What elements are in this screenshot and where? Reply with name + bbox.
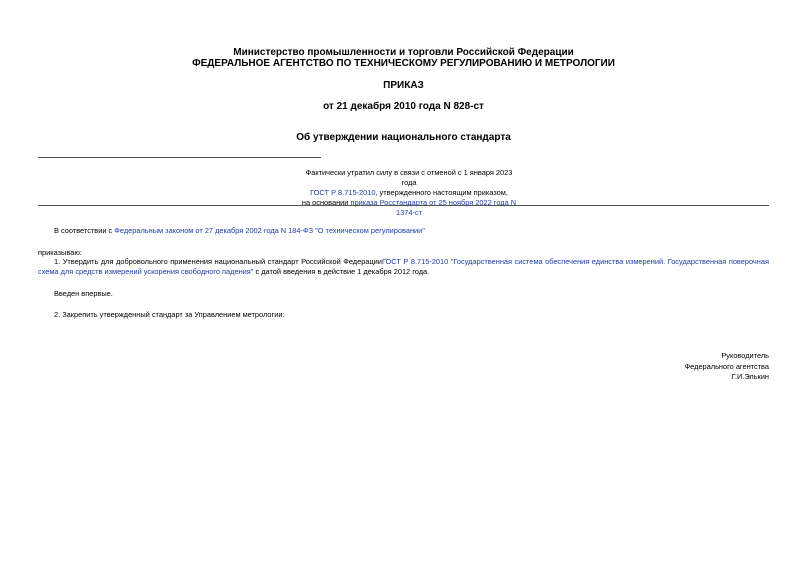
item-2-paragraph: 2. Закрепить утвержденный стандарт за Управлением метрологии. [54,310,285,319]
document-subject: Об утверждении национального стандарта [296,132,511,143]
agency-name: ФЕДЕРАЛЬНОЕ АГЕНТСТВО ПО ТЕХНИЧЕСКОМУ РЕГУЛИРОВАНИЮ И МЕТРОЛОГИИ [192,58,615,69]
ministry-name: Министерство промышленности и торговли Российской Федерации [233,47,574,58]
document-date-number: от 21 декабря 2010 года N 828-ст [323,101,484,112]
notice-line-3 [299,198,519,218]
federal-law-link[interactable]: Федеральным законом от 27 декабря 2002 года N 184-ФЗ "О техническом регулировании" [114,226,425,235]
introduced-note: Введен впервые. [54,289,113,298]
gost-link[interactable]: ГОСТ Р 8.715-2010 [310,188,376,197]
standard-link[interactable]: ГОСТ Р 8.715-2010 "Государственная система обеспечения единства измерений. Государственная поверочная схема для средств измерений ускорения свободного падения" [38,257,769,276]
document-type: ПРИКАЗ [383,80,424,91]
basis-prefix: В соответствии с [54,226,115,235]
signature-block [685,351,769,383]
notice-line-1: Фактически утратил силу в связи с отменой с 1 января 2023 года [305,168,513,187]
status-notice [299,168,519,218]
basis-paragraph [54,226,425,236]
item-1-prefix: 1. Утвердить для добровольного применения национальный стандарт Российской Федерации [54,257,382,266]
notice-line-2-rest: , утвержденного настоящим приказом, [375,188,508,197]
signature-position: Руководитель [721,351,769,360]
divider-top [38,157,321,158]
order-word: приказываю: [38,248,82,257]
item-1-paragraph [38,257,769,277]
notice-line-3-prefix: на основании [301,198,351,207]
divider-bottom [38,205,769,206]
rosstandart-order-link[interactable]: приказа Росстандарта от 25 ноября 2022 года N 1374-ст [350,198,517,217]
signature-agency: Федерального агентства [684,361,769,371]
notice-line-2 [299,188,519,198]
signature-name: Г.И.Элькин [731,372,769,381]
item-1-suffix: с датой введения в действие 1 декабря 2012 года. [253,267,430,276]
